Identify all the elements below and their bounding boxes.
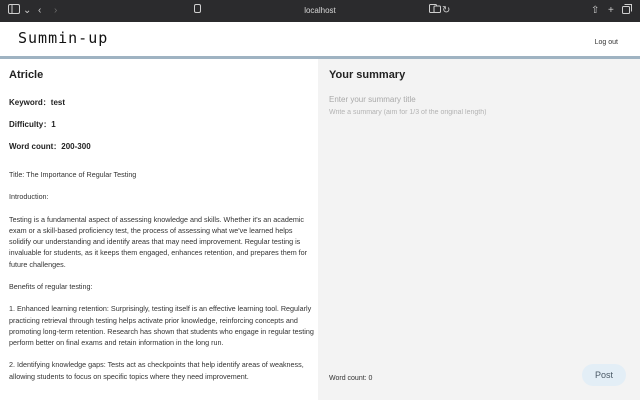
word-count-label: Word count：200-300 [9,142,91,151]
summary-panel [318,59,640,400]
summary-title-input[interactable] [329,95,629,104]
article-paragraph: Testing is a fundamental aspect of assessing knowledge and skills. Whether it's an academic exam or a skill-based proficiency test, the process of assessing what we've learned helps solidify our understanding and identify areas that may need improvement. Regular testing is invaluable for students, as it keeps them engaged, enhances retention, and prepares them for future challenges. [9,214,308,269]
post-button[interactable]: Post [582,364,626,386]
summary-word-count: Word count: 0 [329,375,373,382]
article-panel [0,59,318,400]
article-paragraph: Benefits of regular testing: [9,281,93,291]
reload-icon[interactable]: ↻ [442,5,451,16]
browser-toolbar [0,0,640,22]
logout-link[interactable]: Log out [594,39,618,46]
article-body [9,169,315,393]
article-paragraph: Introduction: [9,192,49,202]
article-paragraph: 2. Identifying knowledge gaps: Tests act as checkpoints that help identify areas of weakness, allowing students to focus on specific topics where they need improvement. [9,360,304,381]
back-icon[interactable]: ‹ [38,5,42,16]
chevron-down-icon[interactable]: ⌄ [23,5,32,16]
translate-icon[interactable] [429,4,441,18]
forward-icon[interactable]: › [54,5,58,16]
tab-overview-icon[interactable] [622,4,632,19]
summary-heading: Your summary [329,69,406,81]
app-header [0,22,640,59]
app-logo[interactable]: Summin-up [18,29,109,47]
article-heading: Atricle [9,69,44,81]
difficulty-label: Difficulty：1 [9,120,56,129]
article-paragraph: Title: The Importance of Regular Testing [9,170,137,179]
share-icon[interactable]: ⇧ [591,5,600,16]
summary-body-textarea[interactable] [329,109,629,359]
article-paragraph: 1. Enhanced learning retention: Surprisingly, testing itself is an effective learning tool. Regularly practicing retrieval through testing helps activate prior knowledge, reinforcing concepts and promoting long-term retention. Research has shown that students who engage in regular testing perform better on final exams and retain information in the long run. [9,304,314,347]
address-bar[interactable]: localhost [304,6,336,15]
keyword-label: Keyword：test [9,98,66,107]
new-tab-icon[interactable]: + [608,5,614,16]
